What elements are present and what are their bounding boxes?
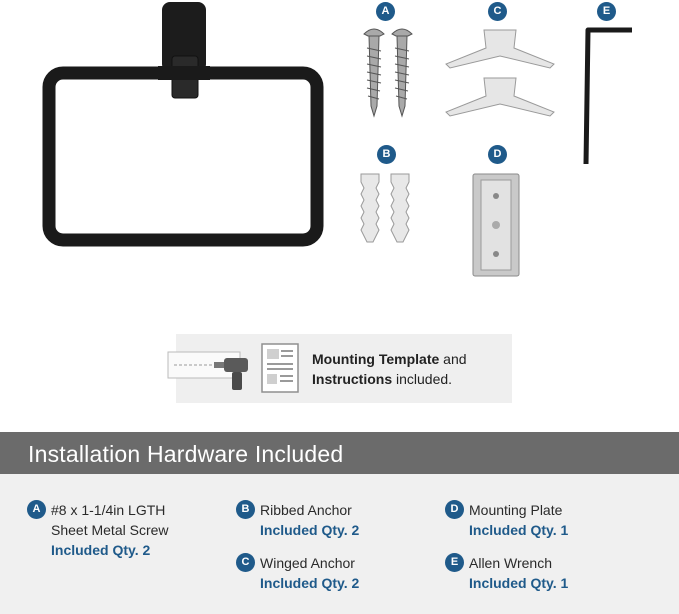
item-a-badge: A [27,500,46,519]
item-e-qty: Included Qty. 1 [469,575,569,591]
instructions-sheet-icon [261,343,299,393]
label-a-badge: A [376,2,395,21]
item-e-badge: E [445,553,464,572]
drill-icon [166,346,254,394]
hardware-item-d [450,500,619,540]
banner-bold-1: Mounting Template [312,351,440,367]
banner-bold-2: Instructions [312,371,393,387]
hardware-header-title: Installation Hardware Included [28,441,344,467]
item-b-line1: Ribbed Anchor [260,502,352,518]
label-b-badge: B [377,145,396,164]
label-e-badge: E [597,2,616,21]
banner-plain-1: and [439,351,467,367]
item-d-line1: Mounting Plate [469,502,563,518]
banner-plain-2: included. [392,371,453,387]
hardware-item-b [241,500,410,540]
hardware-item-e [450,553,619,593]
mounting-plate-icon [465,170,527,280]
allen-wrench-icon [580,24,640,169]
ribbed-anchor-icon [355,170,417,246]
hardware-item-a [32,500,221,560]
item-d-badge: D [445,500,464,519]
item-d-qty: Included Qty. 1 [469,522,569,538]
item-c-line1: Winged Anchor [260,555,355,571]
template-banner-text [312,349,512,389]
hardware-item-c [241,553,410,593]
towel-ring-illustration [40,0,330,260]
item-a-line1: #8 x 1-1/4in LGTH [51,502,166,518]
screw-icon [358,26,418,118]
item-a-line2: Sheet Metal Screw [51,522,169,538]
label-d-badge: D [488,145,507,164]
item-b-badge: B [236,500,255,519]
winged-anchor-icon [440,26,560,118]
item-c-badge: C [236,553,255,572]
item-c-qty: Included Qty. 2 [260,575,360,591]
item-b-qty: Included Qty. 2 [260,522,360,538]
item-a-qty: Included Qty. 2 [51,542,151,558]
label-c-badge: C [488,2,507,21]
item-e-line1: Allen Wrench [469,555,553,571]
